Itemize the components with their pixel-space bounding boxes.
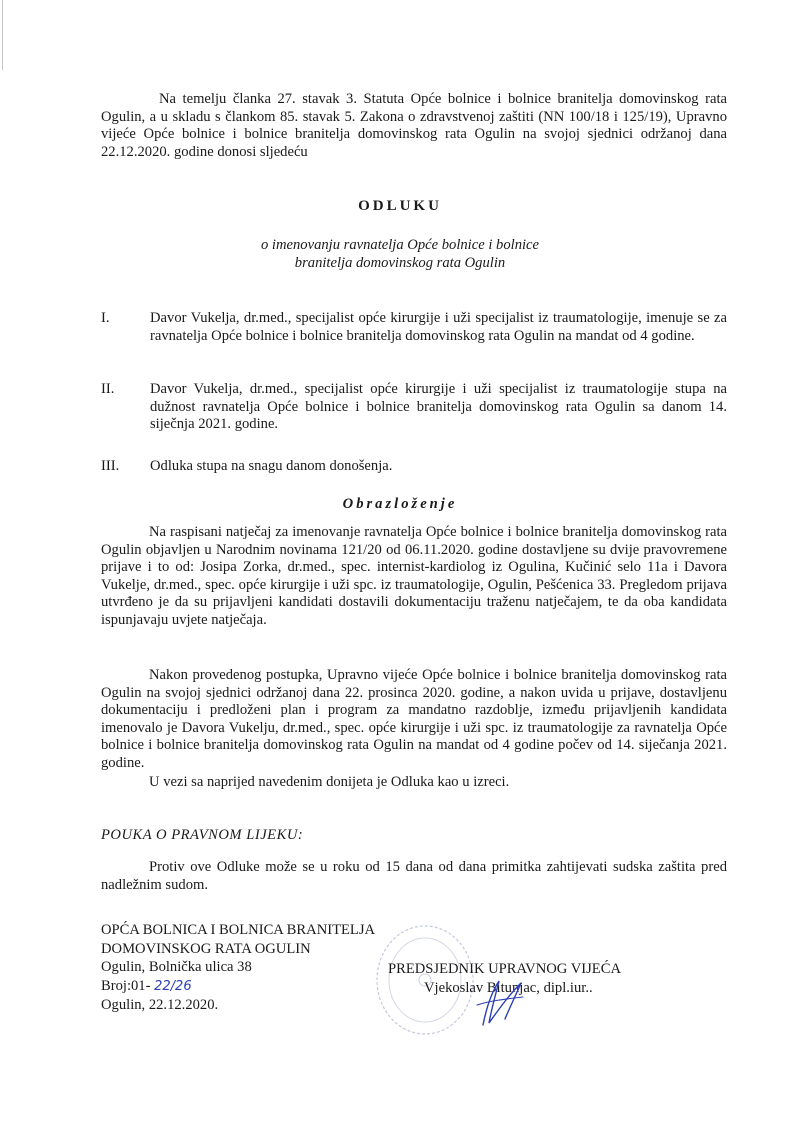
legal-remedy-text: Protiv ove Odluke može se u roku od 15 dana od dana primitka zahtijevati sudska zaštita pred nadležnim sudom. — [101, 859, 727, 893]
item-text: Davor Vukelja, dr.med., specijalist opće kirurgije i uži specijalist iz traumatologije stupa na dužnost ravnatelja Opće bolnice i bolnice branitelja domovinskog rata Ogulin sa danom 14. siječnja 2021. godine. — [150, 381, 727, 433]
item-number: III. — [101, 458, 120, 474]
item-number: I. — [101, 310, 110, 326]
reasoning-paragraph-1: Na raspisani natječaj za imenovanje ravnatelja Opće bolnice i bolnice branitelja domovinskog rata Ogulin objavljen u Narodnim novinama 121/20 od 06.11.2020. godine dostavljene su dvije pravovremene prijave i to od: Josipa Zorka, dr.med., spec. internist-kardiolog iz Ogulina, Kučinić selo 11a i Davora Vukelje, dr.med., spec. opće kirurgije i uži spc. iz traumatologije, Ogulin, Pešćenica 33. Pregledom prijava utvrđeno je da su prijavljeni kandidati dostavili dokumentaciju traženu natječajem, te da oba kandidata ispunjavaju uvjete natječaja. — [101, 524, 727, 628]
scan-edge-mark — [2, 0, 3, 70]
intro-paragraph: Na temelju članka 27. stavak 3. Statuta Opće bolnice i bolnice branitelja domovinskog rata Ogulin, a u skladu s člankom 85. stavak 5. Zakona o zdravstvenoj zaštiti (NN 100/18 i 125/19), Upravno vijeće Opće bolnice i bolnice branitelja domovinskog rata Ogulin na svojoj sjednici održanoj dana 22.12.2020. godine donosi sljedeću — [101, 91, 727, 160]
reasoning-paragraph-3: U vezi sa naprijed navedenim donijeta je Odluka kao u izreci. — [149, 774, 510, 790]
item-number: II. — [101, 381, 115, 397]
org-name-line-2: DOMOVINSKOG RATA OGULIN — [101, 940, 311, 957]
issuer-block — [101, 921, 375, 1015]
issue-date: Ogulin, 22.12.2020. — [101, 997, 219, 1013]
subtitle-line-2: branitelja domovinskog rata Ogulin — [294, 255, 506, 271]
president-title: PREDSJEDNIK UPRAVNOG VIJEĆA — [388, 961, 621, 977]
subtitle-line-1: o imenovanju ravnatelja Opće bolnice i bolnice — [260, 237, 539, 253]
reasoning-paragraph-2: Nakon provedenog postupka, Upravno vijeće Opće bolnice i bolnice branitelja domovinskog rata Ogulin na svojoj sjednici održanoj dana 22. prosinca 2020. godine, a nakon uvida u prijave, dostavljenu dokumentaciju i predloženi plan i program za mandatno razdoblje, između prijavljenih kandidata imenovalo je Davora Vukelju, dr.med., spec. opće kirurgije i uži spc. iz traumatologije za ravnatelja Opće bolnice i bolnice branitelja domovinskog rata Ogulin na mandat od 4 godine počev od 14. siječanja 2021. godine. — [101, 667, 727, 771]
number-label: Broj:01- — [101, 977, 151, 994]
org-name-line-1: OPĆA BOLNICA I BOLNICA BRANITELJA — [101, 922, 376, 938]
president-name: Vjekoslav Bitunjac, dipl.iur.. — [424, 979, 593, 996]
org-address: Ogulin, Bolnička ulica 38 — [101, 959, 252, 975]
item-text: Odluka stupa na snagu danom donošenja. — [150, 458, 393, 474]
document-number — [101, 977, 375, 997]
legal-remedy-heading: POUKA O PRAVNOM LIJEKU: — [101, 827, 304, 843]
item-text: Davor Vukelja, dr.med., specijalist opće kirurgije i uži specijalist iz traumatologije, imenuje se za ravnatelja Opće bolnice i bolnice branitelja domovinskog rata Ogulin na mandat od 4 godine. — [150, 310, 727, 344]
document-title: ODLUKU — [358, 198, 442, 214]
document-subtitle — [0, 236, 800, 272]
signature-icon — [465, 975, 535, 1030]
number-handwritten: 22/26 — [154, 978, 192, 994]
reasoning-heading: Obrazloženje — [342, 496, 458, 512]
